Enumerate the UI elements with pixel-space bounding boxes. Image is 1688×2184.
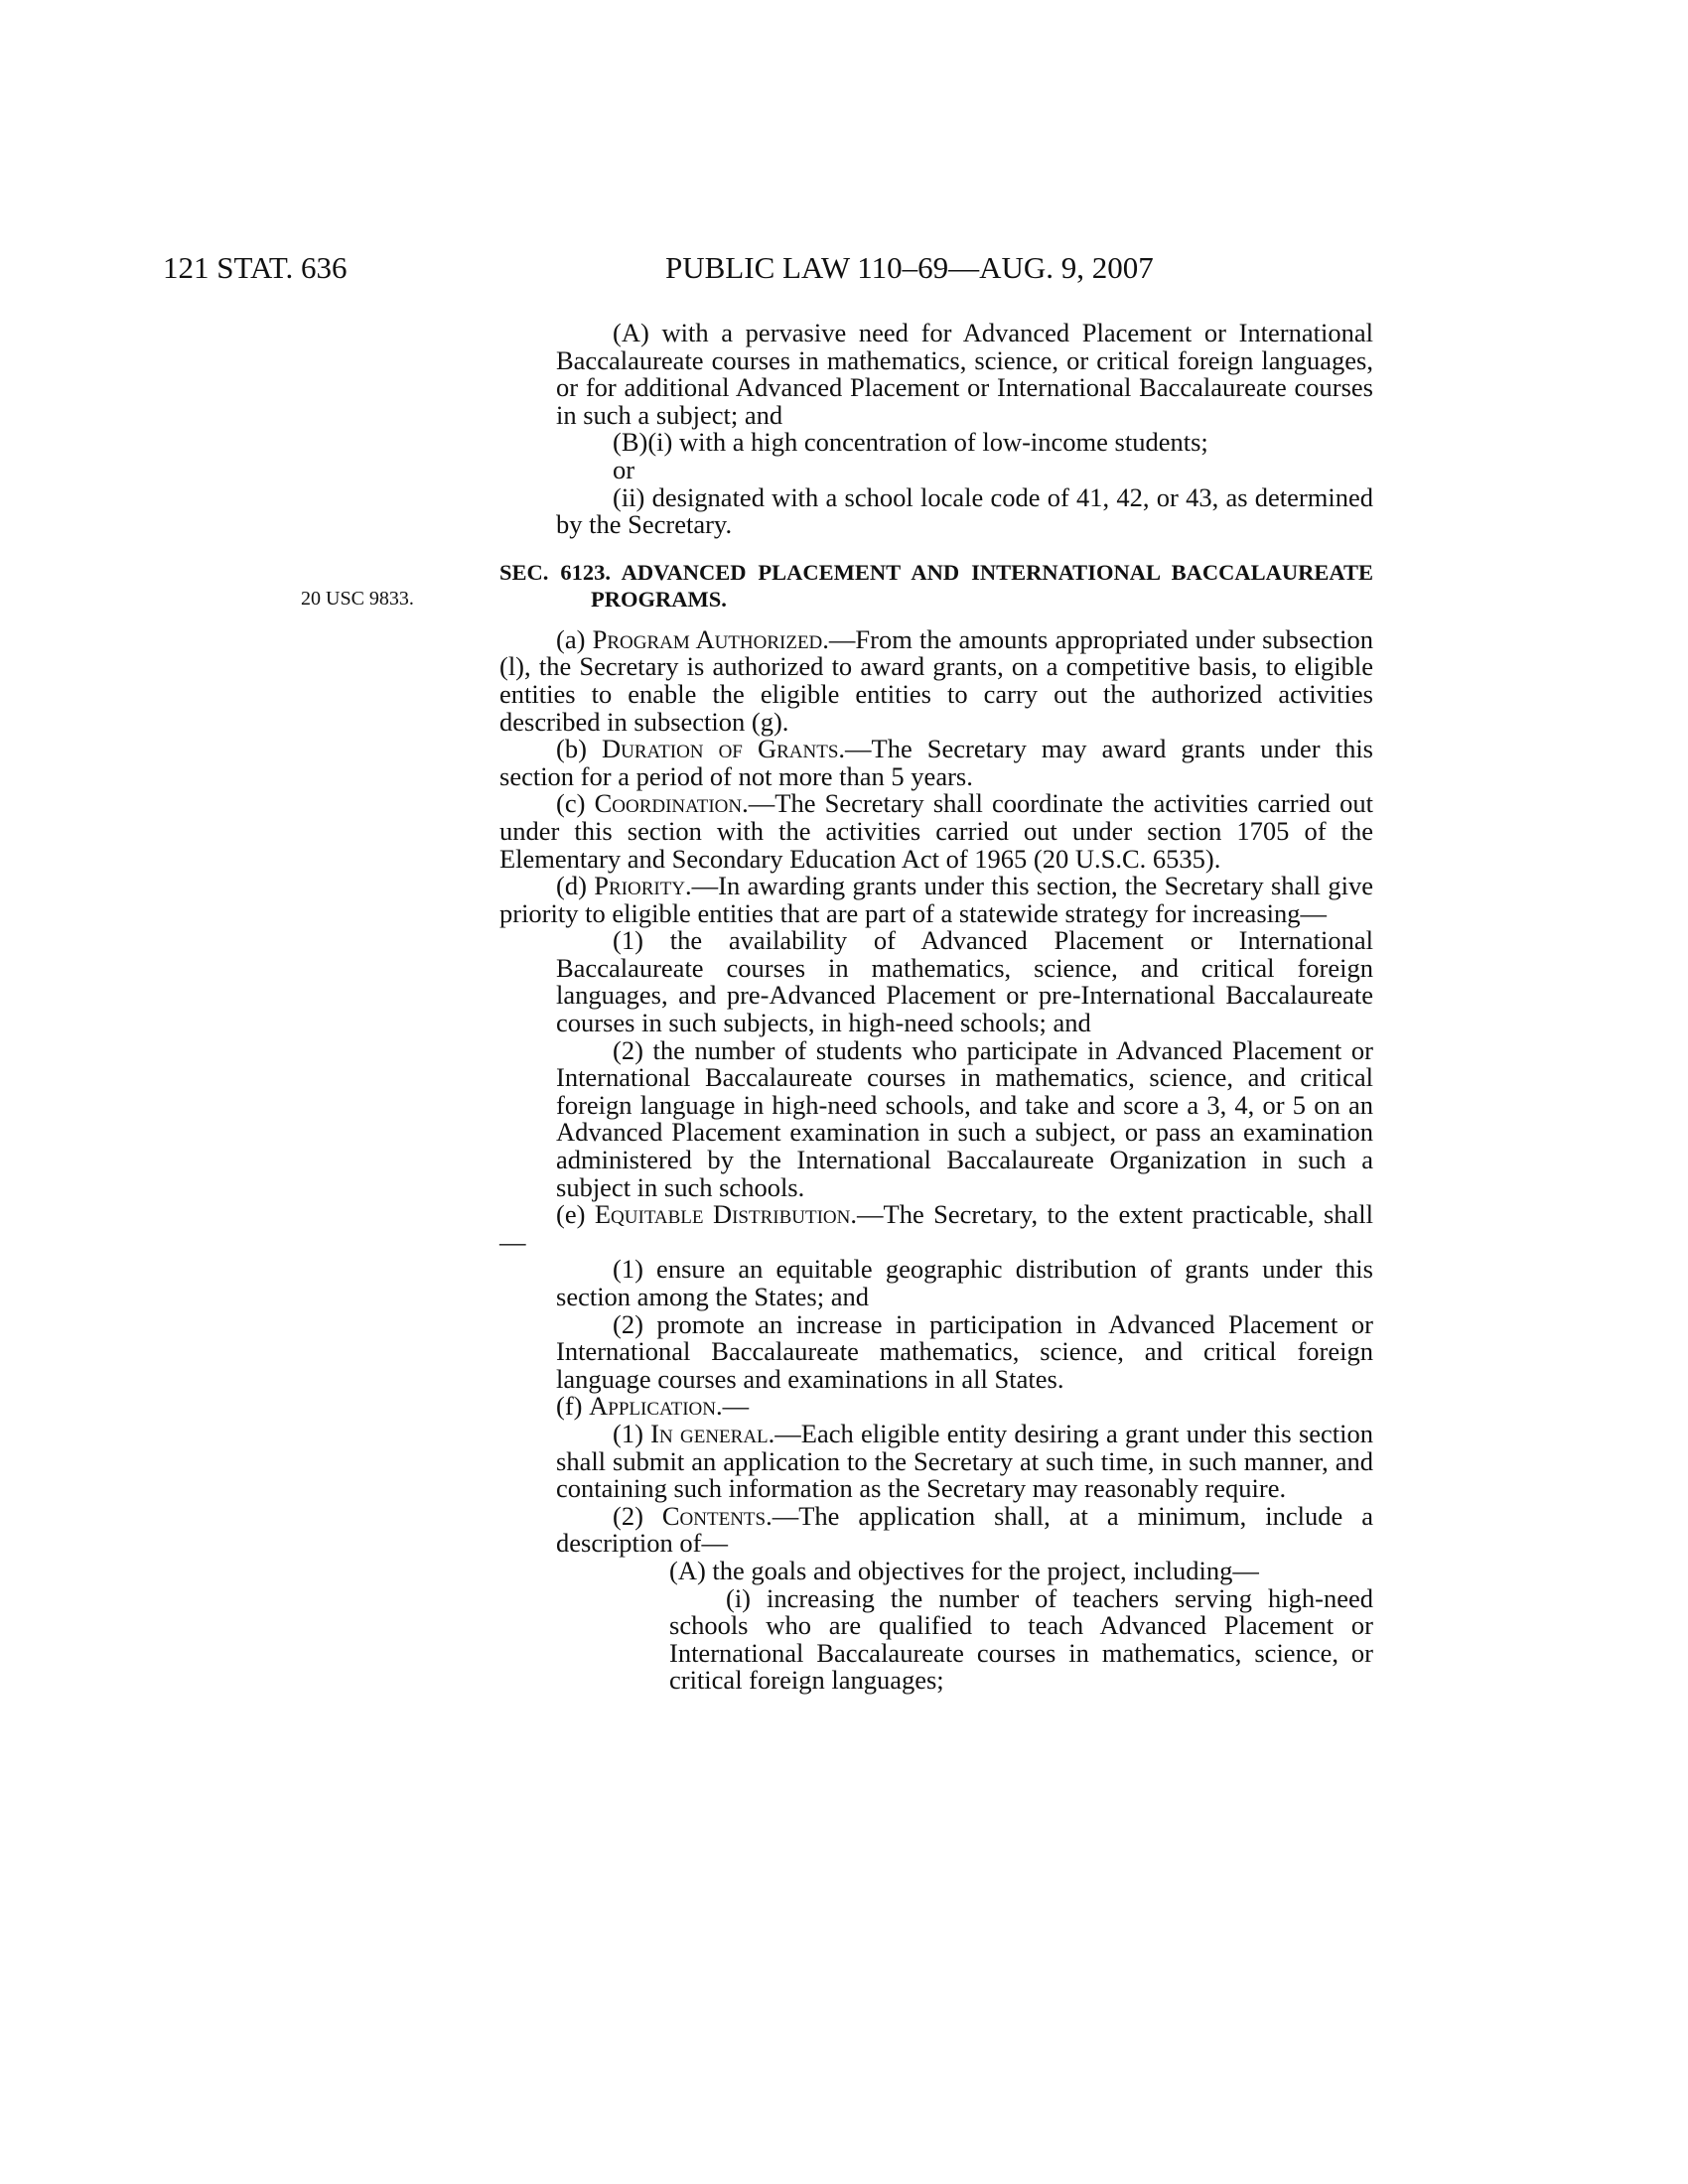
- subsection-f-2-A-i: (i) increasing the number of teachers serving high-need schools who are qualified to teach Advanced Placement or International Baccalaureate courses in mathematics, science, or critical foreign languages;: [669, 1582, 1373, 1696]
- subsection-f-2: (2) Contents.—The application shall, at a minimum, include a description of—: [556, 1500, 1373, 1559]
- clause-ii: (ii) designated with a school locale code of 41, 42, or 43, as determined by the Secretary.: [556, 481, 1373, 540]
- subsection-c: (c) Coordination.—The Secretary shall coordinate the activities carried out under this section with the activities carried out under section 1705 of the Elementary and Secondary Education Act of 1965 (20 U.S.C. 6535).: [499, 788, 1373, 874]
- section-heading: SEC. 6123. ADVANCED PLACEMENT AND INTERNATIONAL BACCALAUREATE PROGRAMS.: [499, 559, 1373, 612]
- page-statute-number: 121 STAT. 636: [163, 250, 348, 285]
- subsection-d: (d) Priority.—In awarding grants under this section, the Secretary shall give priority to eligible entities that are part of a statewide strategy for increasing—: [499, 871, 1373, 928]
- subsection-d-1: (1) the availability of Advanced Placement or International Baccalaureate courses in mathematics, science, and critical foreign languages, and pre-Advanced Placement or pre-International Baccalaureate courses in such subjects, in high-need schools; and: [556, 925, 1373, 1038]
- subsection-a: (a) Program Authorized.—From the amounts appropriated under subsection (l), the Secretary is authorized to award grants, on a competitive basis, to eligible entities to enable the eligible entities to carry out the authorized activities described in subsection (g).: [499, 623, 1373, 737]
- running-header: PUBLIC LAW 110–69—AUG. 9, 2007: [665, 250, 1154, 285]
- clause-b-i: (B)(i) with a high concentration of low-income students;: [613, 427, 1208, 458]
- subsection-e-1: (1) ensure an equitable geographic distribution of grants under this section among the States; and: [556, 1254, 1373, 1311]
- or-connector: or: [613, 454, 635, 484]
- subsection-b: (b) Duration of Grants.—The Secretary may award grants under this section for a period of not more than 5 years.: [499, 734, 1373, 791]
- document-body: [499, 320, 1373, 1695]
- subsection-f-2-A: (A) the goals and objectives for the project, including—: [669, 1555, 1259, 1585]
- margin-citation: 20 USC 9833.: [301, 588, 414, 610]
- subsection-d-2: (2) the number of students who participate in Advanced Placement or International Baccalaureate courses in mathematics, science, and critical foreign language in high-need schools, and take and score a 3, 4, or 5 on an Advanced Placement examination in such a subject, or pass an examination administered by the International Baccalaureate Organization in such a subject in such schools.: [556, 1034, 1373, 1202]
- subsection-e: (e) Equitable Distribution.—The Secretary, to the extent practicable, shall—: [499, 1199, 1373, 1257]
- clause-a: (A) with a pervasive need for Advanced Placement or International Baccalaureate courses in mathematics, science, or critical foreign languages, or for additional Advanced Placement or International Baccalaureate courses in such a subject; and: [556, 318, 1373, 430]
- subsection-f-1: (1) In general.—Each eligible entity desiring a grant under this section shall submit an application to the Secretary at such time, in such manner, and containing such information as the Secretary may reasonably require.: [556, 1418, 1374, 1504]
- subsection-e-2: (2) promote an increase in participation in Advanced Placement or International Baccalaureate mathematics, science, and critical foreign language courses and examinations in all States.: [556, 1308, 1373, 1394]
- subsection-f: (f) Application.—: [556, 1391, 750, 1422]
